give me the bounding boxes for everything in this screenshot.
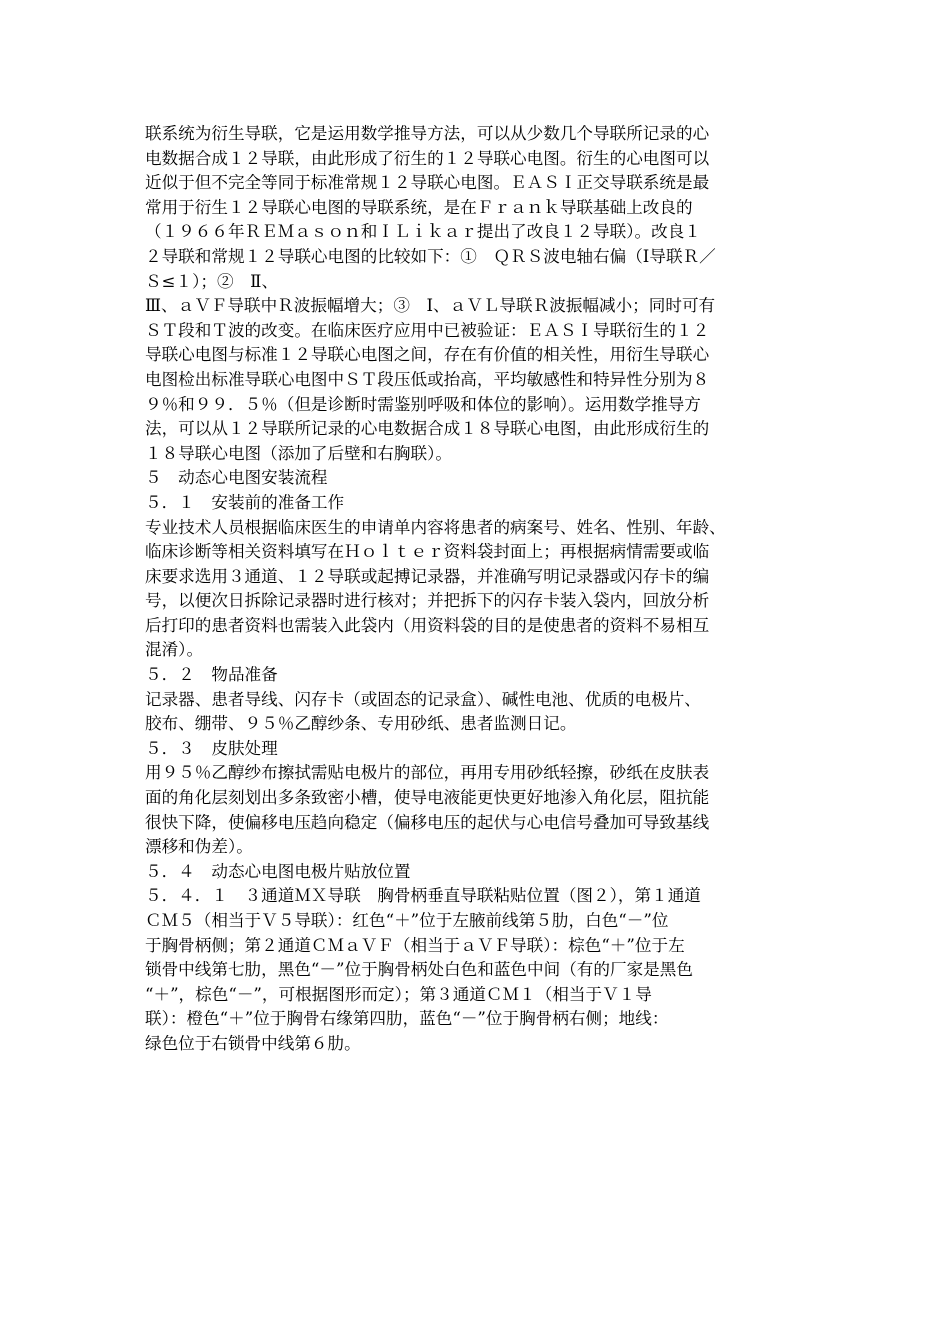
- text-line: 记录器、患者导线、闪存卡（或固态的记录盒）、碱性电池、优质的电极片、: [145, 689, 701, 709]
- text-line: 床要求选用３通道、１２导联或起搏记录器，并准确写明记录器或闪存卡的编: [145, 566, 710, 586]
- text-line: 后打印的患者资料也需装入此袋内（用资料袋的目的是使患者的资料不易相互: [145, 615, 710, 635]
- text-line: ９％和９９．５％（但是诊断时需鉴别呼吸和体位的影响）。运用数学推导方: [145, 394, 701, 414]
- text-line: ５．３ 皮肤处理: [145, 738, 278, 758]
- text-line: 用９５％乙醇纱布擦拭需贴电极片的部位，再用专用砂纸轻擦，砂纸在皮肤表: [145, 763, 710, 783]
- text-line: 临床诊断等相关资料填写在Ｈｏｌｔｅｒ资料袋封面上；再根据病情需要或临: [145, 542, 710, 562]
- text-line: 漂移和伪差）。: [145, 837, 253, 857]
- text-line: Ⅲ、ａＶＦ导联中Ｒ波振幅增大；③ Ⅰ、ａＶＬ导联Ｒ波振幅减小；同时可有: [145, 296, 716, 316]
- text-line: 绿色位于右锁骨中线第６肋。: [145, 1033, 361, 1053]
- text-line: 于胸骨柄侧；第２通道ＣＭａＶＦ（相当于ａＶＦ导联）：棕色“＋”位于左: [145, 935, 685, 955]
- text-line: １８导联心电图（添加了后壁和右胸联）。: [145, 443, 452, 463]
- text-line: ５．４．１ ３通道ＭＸ导联 胸骨柄垂直导联粘贴位置（图２），第１通道: [145, 886, 701, 906]
- text-line: 电图检出标准导联心电图中ＳＴ段压低或抬高，平均敏感性和特异性分别为８: [145, 369, 710, 389]
- text-line: 联系统为衍生导联，它是运用数学推导方法，可以从少数几个导联所记录的心: [145, 124, 710, 143]
- text-line: ５．２ 物品准备: [145, 665, 278, 685]
- text-line: ＳＴ段和Ｔ波的改变。在临床医疗应用中已被验证：ＥＡＳＩ导联衍生的１２: [145, 320, 710, 340]
- text-line: ５．４ 动态心电图电极片贴放位置: [145, 861, 411, 881]
- text-line: 常用于衍生１２导联心电图的导联系统，是在Ｆｒａｎｋ导联基础上改良的: [145, 197, 693, 217]
- text-line: 很快下降，使偏移电压趋向稳定（偏移电压的起伏与心电信号叠加可导致基线: [145, 812, 710, 832]
- text-line: （１９６６年ＲＥＭａｓｏｎ和ＩＬｉｋａｒ提出了改良１２导联）。改良１: [145, 222, 701, 242]
- text-line: Ｓ≤１）；② Ⅱ、: [145, 271, 279, 291]
- text-line: ２导联和常规１２导联心电图的比较如下：① ＱＲＳ波电轴右偏（Ⅰ导联Ｒ／: [145, 246, 716, 266]
- text-line: 导联心电图与标准１２导联心电图之间，存在有价值的相关性，用衍生导联心: [145, 345, 710, 365]
- text-line: 胶布、绷带、９５％乙醇纱条、专用砂纸、患者监测日记。: [145, 714, 577, 734]
- text-line: 联）：橙色“＋”位于胸骨右缘第四肋，蓝色“－”位于胸骨柄右侧；地线：: [145, 1009, 669, 1029]
- text-line: “＋”，棕色“－”，可根据图形而定）；第３通道ＣＭ１（相当于Ｖ１导: [145, 984, 652, 1004]
- text-line: 混淆）。: [145, 640, 204, 660]
- text-line: 号，以便次日拆除记录器时进行核对；并把拆下的闪存卡装入袋内，回放分析: [145, 591, 710, 611]
- text-line: 近似于但不完全等同于标准常规１２导联心电图。ＥＡＳＩ正交导联系统是最: [145, 173, 710, 193]
- text-line: ５ 动态心电图安装流程: [145, 468, 328, 488]
- body-text: [145, 122, 825, 1057]
- text-line: 锁骨中线第七肋，黑色“－”位于胸骨柄处白色和蓝色中间（有的厂家是黑色: [145, 960, 693, 980]
- text-line: ５．１ 安装前的准备工作: [145, 492, 345, 512]
- text-line: ＣＭ５（相当于Ｖ５导联）：红色“＋”位于左腋前线第５肋，白色“－”位: [145, 911, 669, 930]
- text-line: 面的角化层刻划出多条致密小槽，使导电液能更快更好地渗入角化层，阻抗能: [145, 788, 710, 808]
- text-line: 法，可以从１２导联所记录的心电数据合成１８导联心电图，由此形成衍生的: [145, 419, 710, 439]
- text-line: 电数据合成１２导联，由此形成了衍生的１２导联心电图。衍生的心电图可以: [145, 148, 710, 168]
- text-line: 专业技术人员根据临床医生的申请单内容将患者的病案号、姓名、性别、年龄、: [145, 517, 726, 537]
